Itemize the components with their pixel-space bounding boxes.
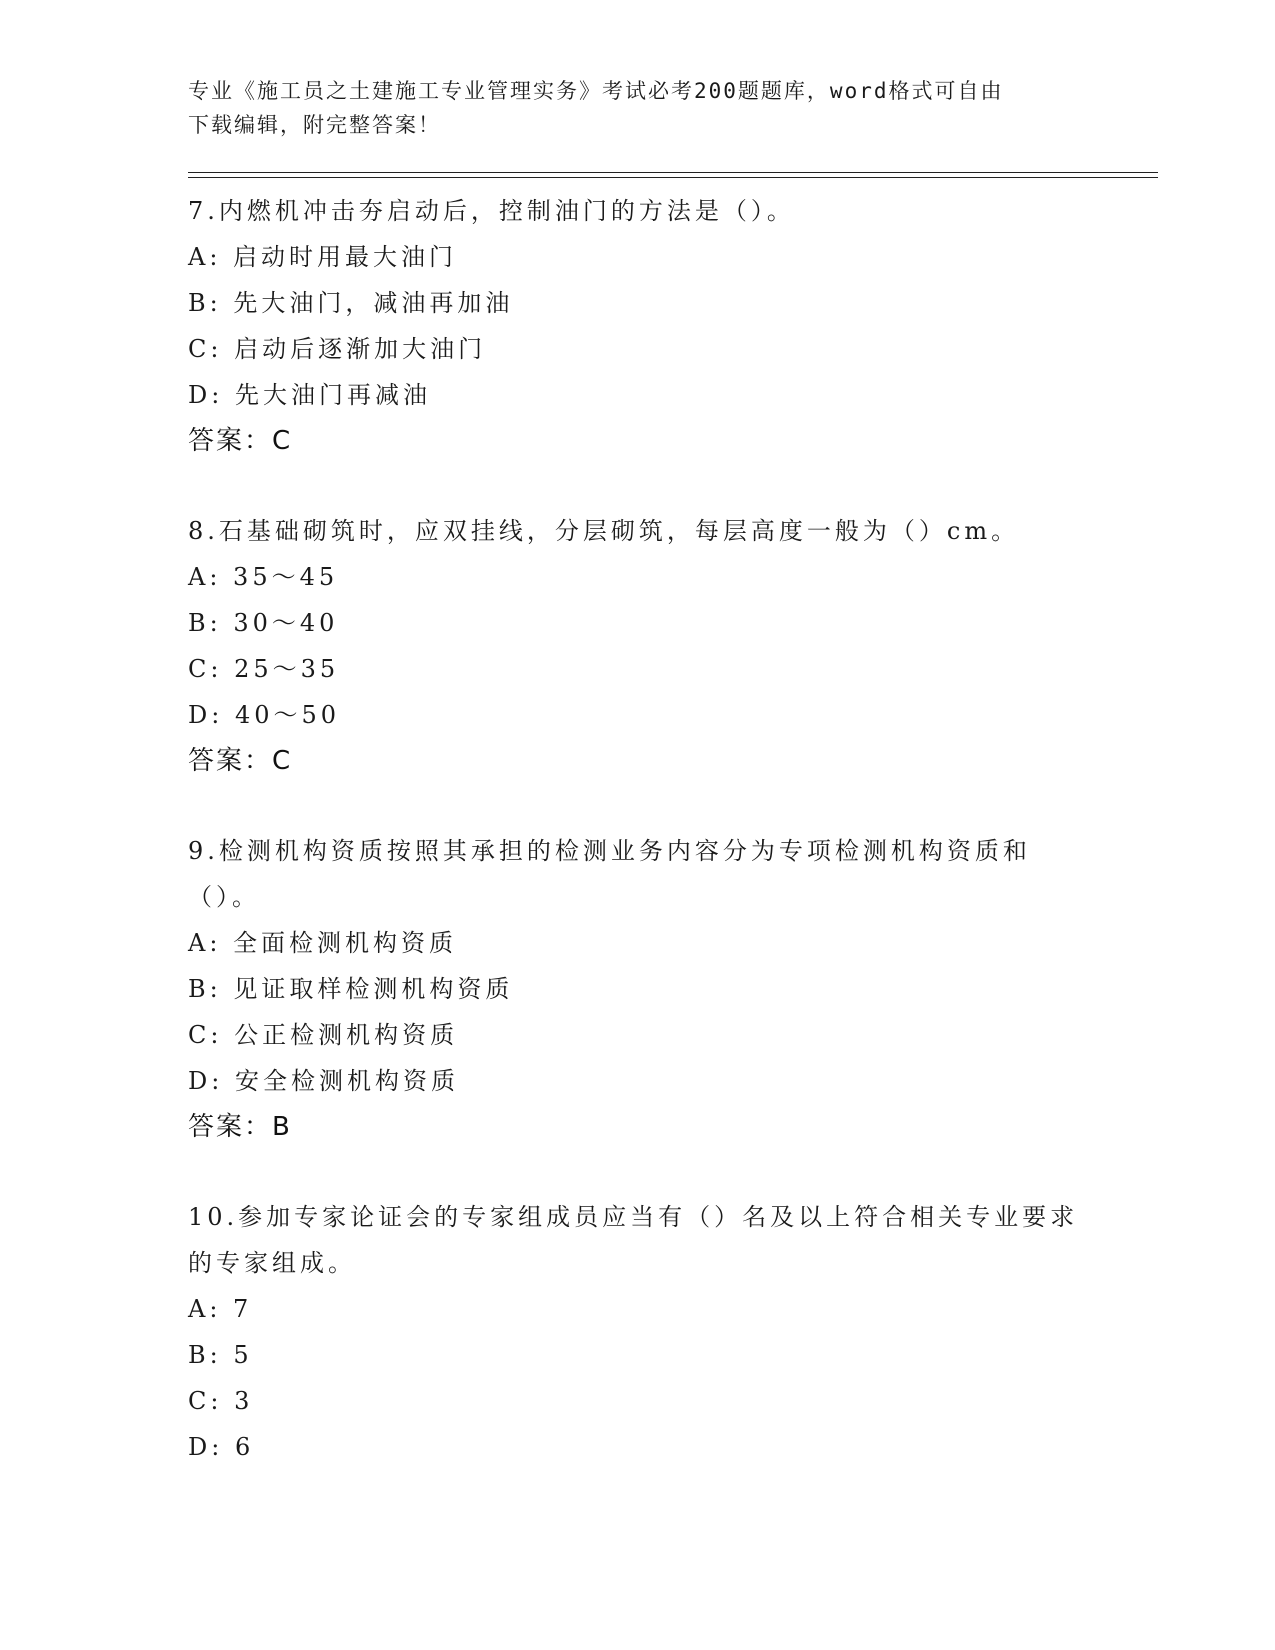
header-divider-top xyxy=(188,172,1158,173)
option-d: D: 先大油门再减油 xyxy=(188,381,431,409)
question-list xyxy=(188,188,1088,1514)
question-10 xyxy=(188,1194,1088,1470)
header-line-1: 专业《施工员之土建施工专业管理实务》考试必考200题题库，word格式可自由 xyxy=(188,79,1004,103)
answer-label: 答案：B xyxy=(188,1112,292,1142)
option-c: C: 3 xyxy=(188,1387,254,1415)
option-a: A: 启动时用最大油门 xyxy=(188,243,458,271)
option-d: D: 安全检测机构资质 xyxy=(188,1067,459,1095)
option-c: C: 公正检测机构资质 xyxy=(188,1021,459,1049)
option-b: B: 5 xyxy=(188,1341,253,1369)
option-d: D: 40～50 xyxy=(188,701,341,729)
answer-label: 答案：C xyxy=(188,746,293,776)
option-a: A: 7 xyxy=(188,1295,253,1323)
question-text: 8.石基础砌筑时，应双挂线，分层砌筑，每层高度一般为（）cm。 xyxy=(188,517,1020,545)
option-c: C: 启动后逐渐加大油门 xyxy=(188,335,487,363)
header-line-2: 下载编辑，附完整答案！ xyxy=(188,113,441,137)
header-divider-bottom xyxy=(188,177,1158,178)
option-b: B: 30～40 xyxy=(188,609,339,637)
answer-label: 答案：C xyxy=(188,426,293,456)
question-9 xyxy=(188,828,1088,1150)
option-b: B: 先大油门，减油再加油 xyxy=(188,289,514,317)
document-header xyxy=(188,74,1088,142)
option-d: D: 6 xyxy=(188,1433,255,1461)
question-7 xyxy=(188,188,1088,464)
option-c: C: 25～35 xyxy=(188,655,340,683)
option-a: A: 35～45 xyxy=(188,563,339,591)
question-text: 9.检测机构资质按照其承担的检测业务内容分为专项检测机构资质和（）。 xyxy=(188,837,1031,911)
question-text: 10.参加专家论证会的专家组成员应当有（）名及以上符合相关专业要求的专家组成。 xyxy=(188,1203,1079,1277)
option-b: B: 见证取样检测机构资质 xyxy=(188,975,514,1003)
question-8 xyxy=(188,508,1088,784)
question-text: 7.内燃机冲击夯启动后，控制油门的方法是（）。 xyxy=(188,197,795,225)
option-a: A: 全面检测机构资质 xyxy=(188,929,458,957)
